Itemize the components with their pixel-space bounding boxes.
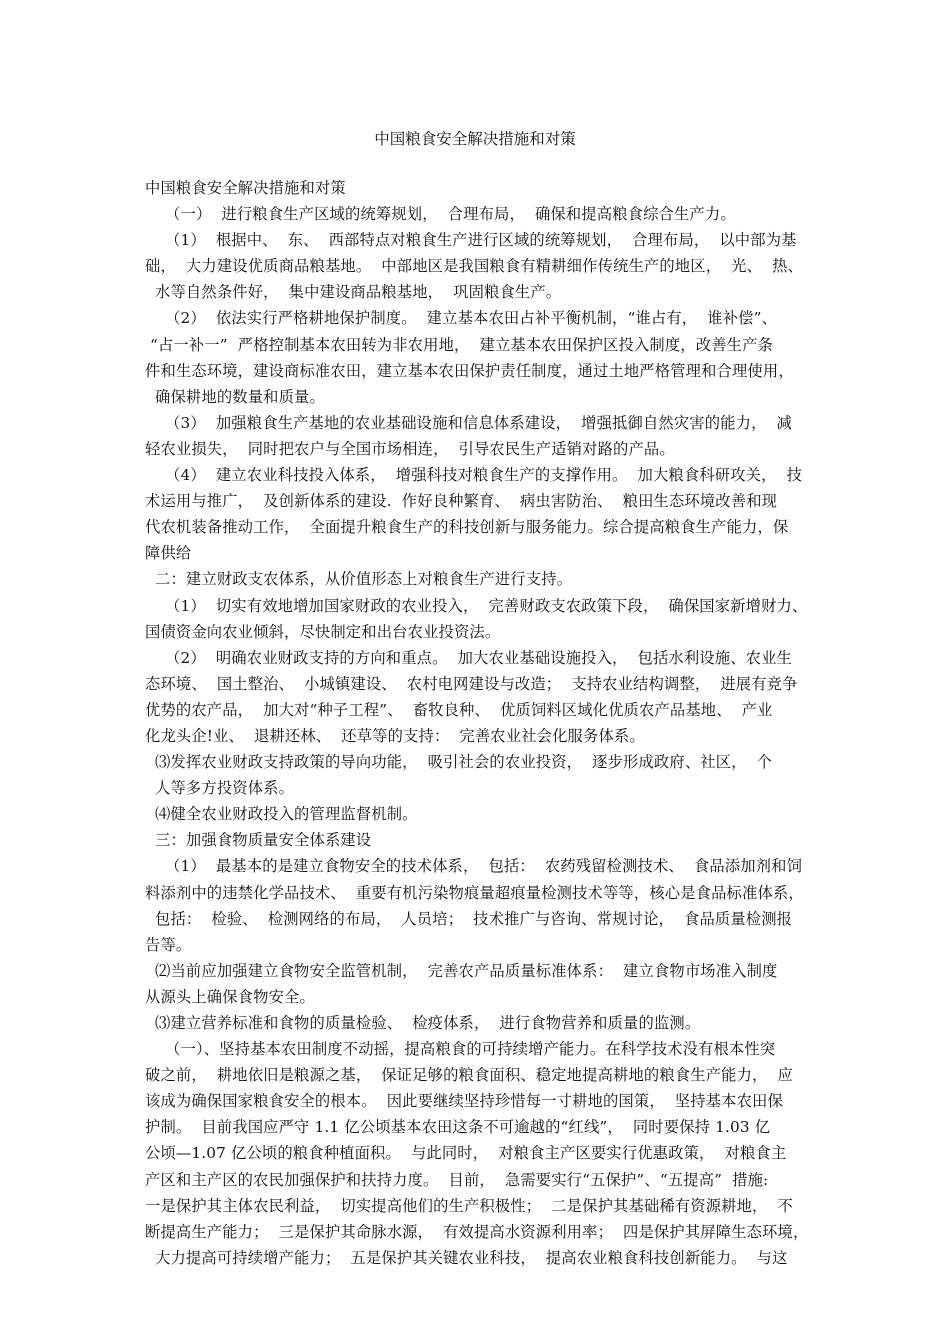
body-line: 大力提高可持续增产能力； 五是保护其关键农业科技， 提高农业粮食科技创新能力。 与这 [145, 1248, 788, 1267]
body-line: 护制。 目前我国应严守 1.1 亿公顷基本农田这条不可逾越的“红线”， 同时要保持 1.03 亿 [145, 1118, 771, 1137]
body-line: 从源头上确保食物安全。 [145, 987, 315, 1006]
body-line: 二：建立财政支农体系，从价值形态上对粮食生产进行支持。 [145, 570, 573, 589]
body-line: （1） 根据中、 东、 西部特点对粮食生产进行区域的统筹规划， 合理布局， 以中部为基 [145, 231, 797, 250]
body-line: 破之前， 耕地依旧是粮源之基， 保证足够的粮食面积、稳定地提高耕地的粮食生产能力， 应 [145, 1066, 793, 1085]
body-line: （一） 进行粮食生产区域的统筹规划， 合理布局， 确保和提高粮食综合生产力。 [145, 205, 736, 224]
body-line: （一）、坚持基本农田制度不动摇，提高粮食的可持续增产能力。在科学技术没有根本性突 [145, 1040, 776, 1059]
body-line: （4） 建立农业科技投入体系， 增强科技对粮食生产的支撑作用。 加大粮食科研攻关， 技 [145, 466, 803, 485]
body-line: 该成为确保国家粮食安全的根本。 因此要继续坚持珍惜每一寸耕地的国策， 坚持基本农田保 [145, 1092, 783, 1111]
body-line: 三：加强食物质量安全体系建设 [145, 831, 372, 850]
body-line: （2） 明确农业财政支持的方向和重点。 加大农业基础设施投入， 包括水利设施、农业生 [145, 648, 792, 667]
body-line: “占一补一” 严格控制基本农田转为非农用地， 建立基本农田保护区投入制度，改善生产条 [145, 335, 773, 354]
body-line: ⑷健全农业财政投入的管理监督机制。 [145, 805, 418, 824]
document-title: 中国粮食安全解决措施和对策 [374, 130, 576, 148]
body-line: 料添剂中的违禁化学品技术、 重要有机污染物痕量超痕量检测技术等等，核心是食品标准体系， [145, 883, 804, 902]
body-line: 人等多方投资体系。 [145, 779, 295, 798]
body-line: （1） 切实有效地增加国家财政的农业投入， 完善财政支农政策下段， 确保国家新增财力、 [145, 596, 808, 615]
body-line: 公顷—1.07 亿公顷的粮食种植面积。 与此同时， 对粮食主产区要实行优惠政策， 对粮食主 [145, 1144, 787, 1163]
body-line: 一是保护其主体农民利益， 切实提高他们的生产积极性； 二是保护其基础稀有资源耕地， 不 [145, 1196, 793, 1215]
body-line: （3） 加强粮食生产基地的农业基础设施和信息体系建设， 增强抵御自然灾害的能力， 减 [145, 413, 792, 432]
body-line: ⑵当前应加强建立食物安全监管机制， 完善农产品质量标准体系： 建立食物市场准入制度 [145, 961, 778, 980]
body-line: 包括： 检验、 检测网络的布局， 人员培； 技术推广与咨询、常规讨论， 食品质量检测报 [145, 909, 793, 928]
body-line: ⑶发挥农业财政支持政策的导向功能， 吸引社会的农业投资， 逐步形成政府、社区， 个 [145, 753, 773, 772]
body-line: 础， 大力建设优质商品粮基地。 中部地区是我国粮食有精耕细作传统生产的地区， 光、 热、 [145, 257, 803, 276]
body-line: 断提高生产能力； 三是保护其命脉水源， 有效提高水资源利用率； 四是保护其屏障生态环境， [145, 1222, 809, 1241]
body-line: 代农机装备推动工作， 全面提升粮食生产的科技创新与服务能力。综合提高粮食生产能力，保 [145, 518, 789, 537]
body-line: 件和生态环境，建设商标准农田，建立基本农田保护责任制度，通过土地严格管理和合理使用， [145, 361, 794, 380]
body-line: 术运用与推广， 及创新体系的建设. 作好良种繁育、 病虫害防治、 粮田生态环境改善和现 [145, 492, 778, 511]
document-body [145, 175, 815, 1271]
body-line: 确保耕地的数量和质量。 [145, 387, 325, 406]
body-line: 水等自然条件好， 集中建设商品粮基地， 巩固粮食生产。 [145, 283, 562, 302]
body-line: （1） 最基本的是建立食物安全的技术体系， 包括： 农药残留检测技术、 食品添加剂和饲 [145, 857, 803, 876]
body-line: 化龙头企!业、 退耕还林、 还草等的支持： 完善农业社会化服务体系。 [145, 726, 645, 745]
body-line: ⑶建立营养标准和食物的质量检验、 检疫体系， 进行食物营养和质量的监测。 [145, 1014, 701, 1032]
body-line: 产区和主产区的农民加强保护和扶持力度。 目前， 急需要实行“五保护”、“五提高” 措施: [145, 1170, 769, 1189]
body-line: 中国粮食安全解决措施和对策 [145, 179, 346, 197]
body-line: 障供给 [145, 544, 192, 563]
body-line: 国债资金向农业倾斜，尽快制定和出台农业投资法。 [145, 622, 501, 641]
body-line: 轻农业损失， 同时把农户与全国市场相连， 引导农民生产适销对路的产品。 [145, 439, 675, 458]
body-line: （2） 依法实行严格耕地保护制度。 建立基本农田占补平衡机制，“谁占有， 谁补偿”、 [145, 309, 778, 328]
body-line: 告等。 [145, 935, 192, 954]
body-line: 优势的农产品， 加大对“种子工程”、 畜牧良种、 优质饲料区域化优质农产品基地、 产业 [145, 700, 773, 719]
body-line: 态环境、 国土整治、 小城镇建设、 农村电网建设与改造； 支持农业结构调整， 进展有竞争 [145, 674, 798, 693]
